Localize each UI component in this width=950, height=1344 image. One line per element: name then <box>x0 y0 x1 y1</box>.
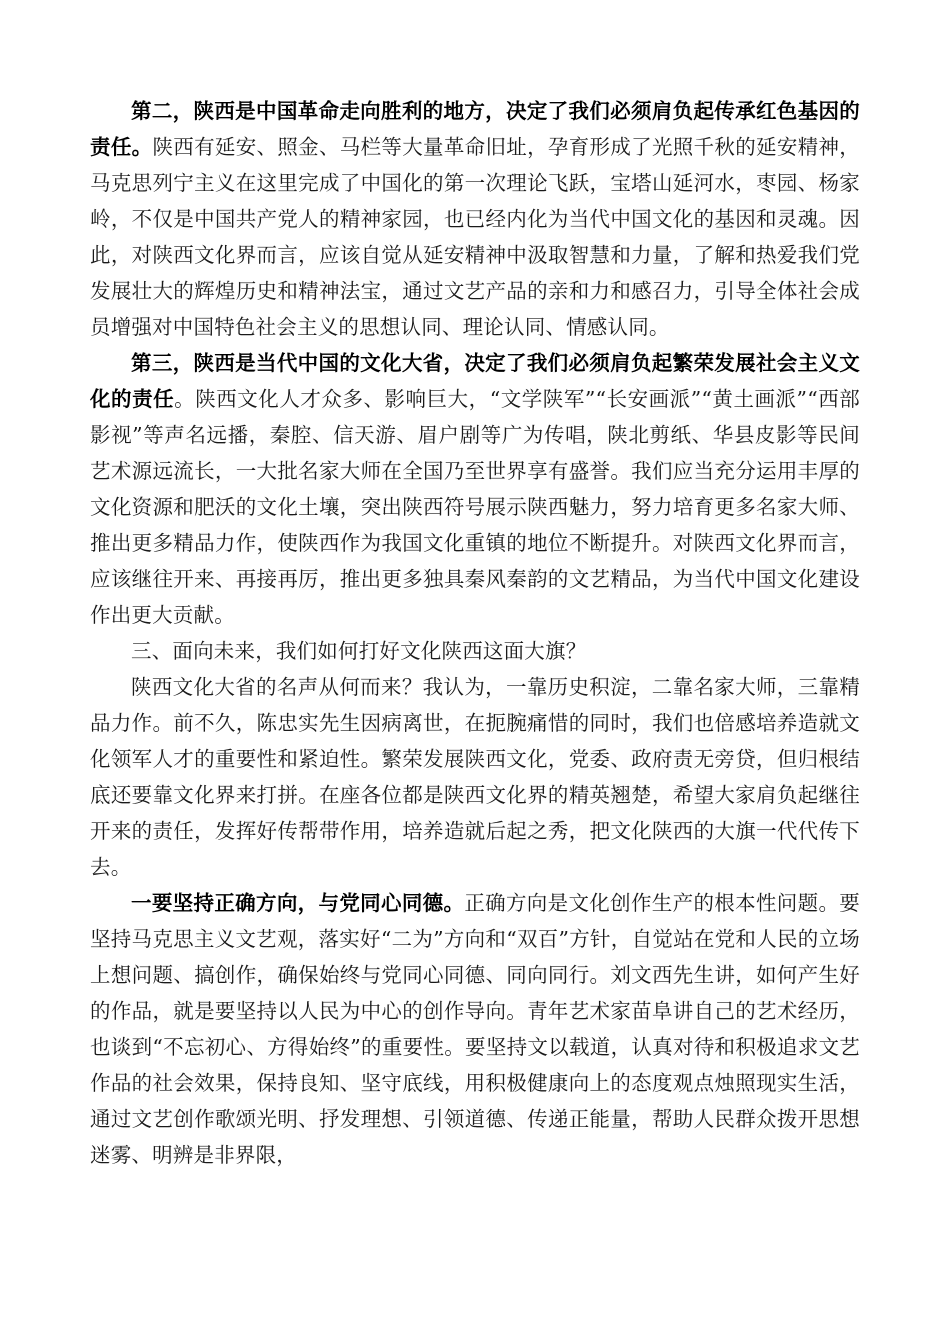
section-heading-three: 三、面向未来，我们如何打好文化陕西这面大旗？ <box>131 639 587 663</box>
paragraph-body: 正确方向是文化创作生产的根本性问题。要坚持马克思主义文艺观，落实好“二为”方向和“双百”方针，自觉站在党和人民的立场上想问题、搞创作，确保始终与党同心同德、同向同行。刘文西先生讲，如何产生好的作品，就是要坚持以人民为中心的创作导向。青年艺术家苗阜讲自己的艺术经历，也谈到“不忘初心、方得始终”的重要性。要坚持文以载道，认真对待和积极追求文艺作品的社会效果，保持良知、坚守底线，用积极健康向上的态度观点烛照现实生活，通过文艺创作歌颂光明、抒发理想、引领道德、传递正能量，帮助人民群众拨开思想迷雾、明辨是非界限， <box>90 891 860 1167</box>
document-page <box>90 93 860 1173</box>
paragraph-second-point <box>90 93 860 345</box>
paragraph-body: 。陕西文化人才众多、影响巨大，“文学陕军”“长安画派”“黄土画派”“西部影视”等声名远播，秦腔、信天游、眉户剧等广为传唱，陕北剪纸、华县皮影等民间艺术源远流长，一大批名家大师在全国乃至世界享有盛誉。我们应当充分运用丰厚的文化资源和肥沃的文化土壤，突出陕西符号展示陕西魅力，努力培育更多名家大师、推出更多精品力作，使陕西作为我国文化重镇的地位不断提升。对陕西文化界而言，应该继往开来、再接再厉，推出更多独具秦风秦韵的文艺精品，为当代中国文化建设作出更大贡献。 <box>90 387 860 627</box>
paragraph-section-intro: 陕西文化大省的名声从何而来？我认为，一靠历史积淀，二靠名家大师，三靠精品力作。前不久，陈忠实先生因病离世，在扼腕痛惜的同时，我们也倍感培养造就文化领军人才的重要性和紧迫性。繁荣发展陕西文化，党委、政府责无旁贷，但归根结底还要靠文化界来打拼。在座各位都是陕西文化界的精英翘楚，希望大家肩负起继往开来的责任，发挥好传帮带作用，培养造就后起之秀，把文化陕西的大旗一代代传下去。 <box>90 675 860 879</box>
paragraph-lead-bold: 第三，陕西是当代中国的文化大省，决定了我们必须肩负起繁荣发展社会主义文化的责任 <box>90 351 860 411</box>
paragraph-first-requirement <box>90 885 860 1173</box>
paragraph-body: 陕西有延安、照金、马栏等大量革命旧址，孕育形成了光照千秋的延安精神，马克思列宁主义在这里完成了中国化的第一次理论飞跃，宝塔山延河水，枣园、杨家岭，不仅是中国共产党人的精神家园，也已经内化为当代中国文化的基因和灵魂。因此，对陕西文化界而言，应该自觉从延安精神中汲取智慧和力量，了解和热爱我们党发展壮大的辉煌历史和精神法宝，通过文艺产品的亲和力和感召力，引导全体社会成员增强对中国特色社会主义的思想认同、理论认同、情感认同。 <box>90 135 860 339</box>
paragraph-third-point <box>90 345 860 633</box>
paragraph-lead-bold: 一要坚持正确方向，与党同心同德。 <box>131 891 465 915</box>
paragraph-lead-bold: 第二，陕西是中国革命走向胜利的地方，决定了我们必须肩负起传承红色基因的责任。 <box>90 99 860 159</box>
